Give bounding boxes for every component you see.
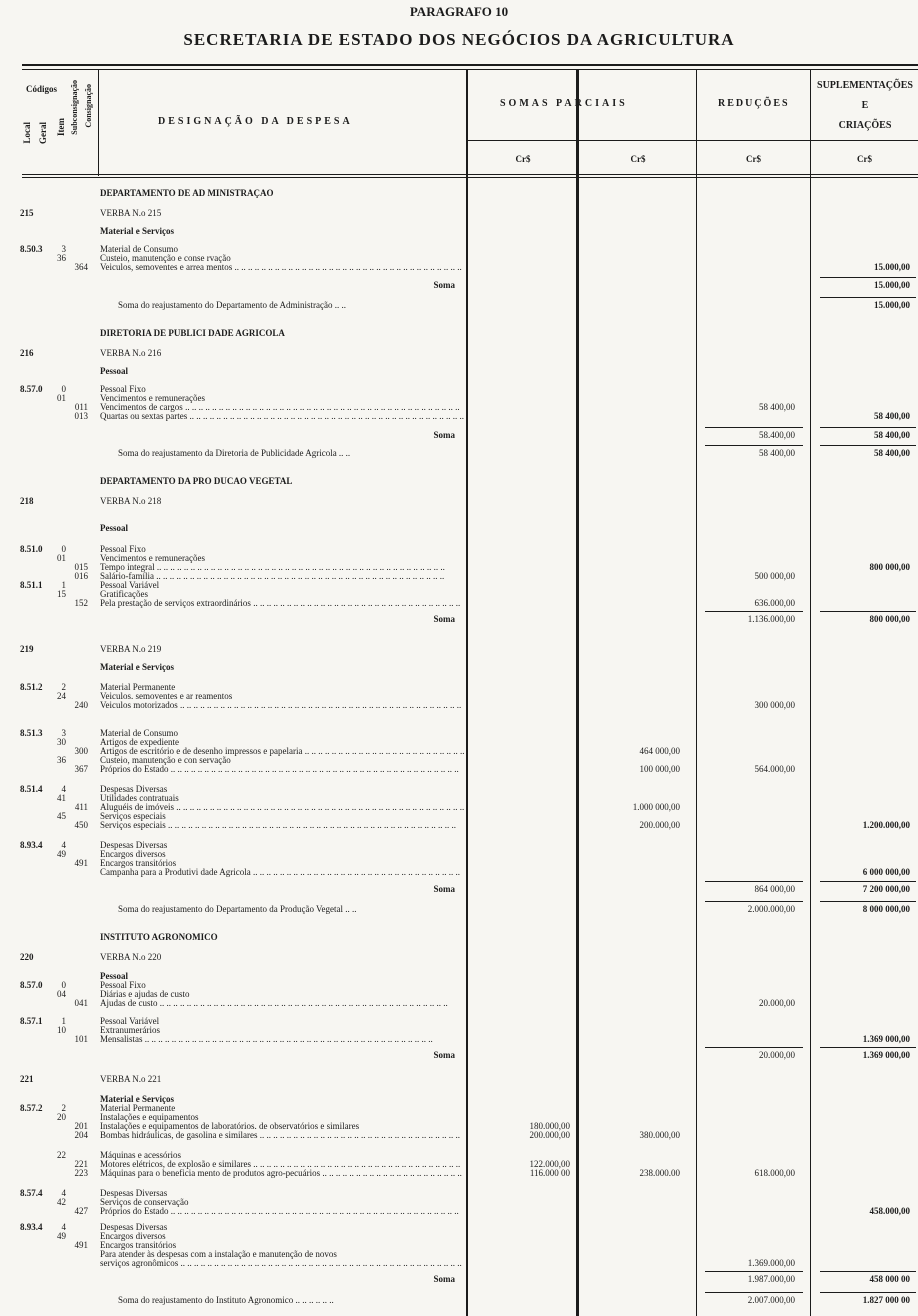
sum-rule (705, 901, 803, 902)
expense-description: Material e Serviços (100, 662, 174, 672)
partials-divider (576, 70, 579, 1316)
sum-rule (820, 901, 916, 902)
consignacao-label: Consignação (84, 84, 93, 128)
currency-reductions: Cr$ (746, 154, 761, 164)
reductions-divider (810, 70, 811, 1316)
criacoes-header: CRIAÇÕES (838, 120, 892, 131)
subconsignacao-code: 013 (74, 411, 88, 421)
subconsignacao-code: 300 (74, 746, 88, 756)
expense-description: Despesas Diversas (100, 784, 168, 794)
consignacao-code: 24 (57, 691, 66, 701)
expense-description: Máquinas para o beneficia mento de produtos agro-pecuários .. .. (100, 1168, 465, 1178)
local-code: 8.50.3 (20, 244, 43, 254)
expense-description: VERBA N.o 216 (100, 348, 162, 358)
subconsignacao-code: 223 (74, 1168, 88, 1178)
expense-description: Encargos diversos (100, 1231, 166, 1241)
supplement-amount: 1.369 000,00 (862, 1034, 910, 1044)
reduction-amount: 20.000,00 (759, 1050, 795, 1060)
expense-description: Encargos diversos (100, 849, 166, 859)
expense-description: Aluguéis de imóveis .. .. (100, 802, 465, 812)
local-code: 8.51.2 (20, 682, 43, 692)
consignacao-code: 36 (57, 253, 66, 263)
expense-description: Material e Serviços (100, 226, 174, 236)
local-code: 8.51.1 (20, 580, 43, 590)
reduction-amount: 636.000,00 (754, 598, 795, 608)
expense-description: Vencimentos de cargos .. .. (100, 402, 465, 412)
consignacao-code: 30 (57, 737, 66, 747)
reduction-amount: 20.000,00 (759, 998, 795, 1008)
consignacao-code: 04 (57, 989, 66, 999)
consignacao-code: 0 (61, 384, 66, 394)
expense-description: DEPARTAMENTO DA PRO DUCAO VEGETAL (100, 476, 293, 486)
partial-amount-1: 200.000,00 (529, 1130, 570, 1140)
sum-rule (705, 1292, 803, 1293)
supplement-amount: 15.000,00 (874, 262, 910, 272)
desc-divider (466, 70, 468, 1316)
supplement-amount: 458.000,00 (869, 1206, 910, 1216)
expense-description: Soma do reajustamento do Instituto Agronomico .. .. .. .. .. .. (118, 1295, 334, 1305)
expense-description: Pessoal Fixo (100, 544, 146, 554)
consignacao-code: 36 (57, 755, 66, 765)
subconsignacao-label: Subconsignação (70, 80, 79, 135)
subconsignacao-code: 201 (74, 1121, 88, 1131)
sum-rule (705, 1047, 803, 1048)
subconsignacao-code: 015 (74, 562, 88, 572)
local-code: 8.93.4 (20, 1222, 43, 1232)
reducoes-header: REDUÇÕES (718, 98, 790, 109)
consignacao-code: 4 (61, 1188, 66, 1198)
supplement-amount: 1.200.000,00 (862, 820, 910, 830)
subconsignacao-code: 411 (74, 802, 88, 812)
reduction-amount: 1.369.000,00 (747, 1258, 795, 1268)
expense-description: DEPARTAMENTO DE AD MINISTRAÇAO (100, 188, 274, 198)
currency-partial-1: Cr$ (515, 154, 531, 164)
expense-description: Extranumerários (100, 1025, 160, 1035)
expense-description: Pela prestação de serviços extraordinários .. .. (100, 598, 465, 608)
subconsignacao-code: 152 (74, 598, 88, 608)
expense-description: Soma do reajustamento da Diretoria de Publicidade Agricola .. .. (118, 448, 351, 458)
consignacao-code: 10 (57, 1025, 66, 1035)
subconsignacao-code: 367 (74, 764, 88, 774)
subconsignacao-code: 450 (74, 820, 88, 830)
soma-label: Soma (433, 884, 455, 894)
reduction-amount: 2.007.000,00 (747, 1295, 795, 1305)
supplement-amount: 58 400,00 (874, 430, 910, 440)
subconsignacao-code: 101 (74, 1034, 88, 1044)
sum-rule (820, 445, 916, 446)
local-code: 8.57.0 (20, 384, 43, 394)
local-code: 8.51.0 (20, 544, 43, 554)
sum-rule (820, 1292, 916, 1293)
reduction-amount: 2.000.000,00 (747, 904, 795, 914)
expense-description: Encargos transitórios (100, 1240, 177, 1250)
local-code: 8.57.0 (20, 980, 43, 990)
expense-description: VERBA N.o 220 (100, 952, 162, 962)
sum-rule (820, 427, 916, 428)
local-code: 220 (20, 952, 34, 962)
geral-label: Geral (38, 122, 48, 144)
expense-description: VERBA N.o 219 (100, 644, 162, 654)
consignacao-code: 01 (57, 553, 66, 563)
expense-description: Pessoal (100, 366, 128, 376)
expense-description: Pessoal Variável (100, 1016, 160, 1026)
sum-rule (705, 881, 803, 882)
reduction-amount: 500 000,00 (754, 571, 795, 581)
expense-description: Mensalistas .. .. (100, 1034, 465, 1044)
soma-label: Soma (433, 1050, 455, 1060)
local-code: 221 (20, 1074, 34, 1084)
soma-label: Soma (433, 280, 455, 290)
expense-description: Custeio, manutenção e conse rvação (100, 253, 231, 263)
consignacao-code: 4 (61, 840, 66, 850)
partial-amount-2: 1.000 000,00 (632, 802, 680, 812)
expense-description: Artigos de escritório e de desenho impressos e papelaria .. .. (100, 746, 465, 756)
expense-description: Salário-família .. .. (100, 571, 465, 581)
subconsignacao-code: 427 (74, 1206, 88, 1216)
reduction-amount: 58 400,00 (759, 448, 795, 458)
expense-description: DIRETORIA DE PUBLICI DADE AGRICOLA (100, 328, 285, 338)
currency-supplements: Cr$ (857, 154, 872, 164)
expense-description: Serviços especiais (100, 811, 166, 821)
top-rule-thin (22, 69, 918, 70)
sum-rule (820, 1271, 916, 1272)
supplement-amount: 7 200 000,00 (862, 884, 910, 894)
expense-description: Despesas Diversas (100, 1188, 168, 1198)
local-code: 8.51.4 (20, 784, 43, 794)
expense-description: Despesas Diversas (100, 1222, 168, 1232)
expense-description: VERBA N.o 218 (100, 496, 162, 506)
expense-description: Gratificações (100, 589, 148, 599)
expense-description: Pessoal Variável (100, 580, 160, 590)
soma-label: Soma (433, 430, 455, 440)
partial-amount-2: 100 000,00 (639, 764, 680, 774)
expense-description: Utilidades contratuais (100, 793, 179, 803)
consignacao-code: 2 (61, 1103, 66, 1113)
reduction-amount: 618.000,00 (754, 1168, 795, 1178)
supplement-amount: 15.000,00 (874, 280, 910, 290)
consignacao-code: 22 (57, 1150, 66, 1160)
expense-description: Soma do reajustamento do Departamento de Administração .. .. (118, 300, 346, 310)
soma-label: Soma (433, 1274, 455, 1284)
designacao-header: DESIGNAÇÃO DA DESPESA (158, 116, 353, 127)
reduction-amount: 1.987.000,00 (747, 1274, 795, 1284)
expense-description: Veiculos, semoventes e arrea mentos .. .. (100, 262, 465, 272)
expense-description: Despesas Diversas (100, 840, 168, 850)
sum-rule (705, 1271, 803, 1272)
consignacao-code: 0 (61, 544, 66, 554)
subconsignacao-code: 491 (74, 858, 88, 868)
expense-description: Material de Consumo (100, 728, 178, 738)
local-label: Local (22, 122, 32, 144)
subconsignacao-code: 491 (74, 1240, 88, 1250)
consignacao-code: 4 (61, 1222, 66, 1232)
expense-description: Próprios do Estado .. .. (100, 764, 465, 774)
local-code: 218 (20, 496, 34, 506)
expense-description: Quartas ou sextas partes .. .. (100, 411, 465, 421)
consignacao-code: 2 (61, 682, 66, 692)
reduction-amount: 300 000,00 (754, 700, 795, 710)
sum-rule (705, 445, 803, 446)
expense-description: Pessoal (100, 523, 128, 533)
codigos-label: Códigos (26, 84, 58, 94)
consignacao-code: 0 (61, 980, 66, 990)
supplement-amount: 800 000,00 (869, 614, 910, 624)
subconsignacao-code: 016 (74, 571, 88, 581)
expense-description: Encargos transitórios (100, 858, 177, 868)
consignacao-code: 3 (61, 728, 66, 738)
paragraph-heading: PARAGRAFO 10 (409, 4, 509, 19)
expense-description: serviços agronômicos .. .. (100, 1258, 465, 1268)
page-title: SECRETARIA DE ESTADO DOS NEGÓCIOS DA AGRICULTURA (183, 30, 735, 49)
local-code: 8.57.2 (20, 1103, 43, 1113)
header-bottom-rule-2 (22, 177, 918, 178)
subconsignacao-code: 364 (74, 262, 88, 272)
sum-rule (820, 1047, 916, 1048)
local-code: 215 (20, 208, 34, 218)
supplement-amount: 8 000 000,00 (862, 904, 910, 914)
header-bottom-rule (22, 174, 918, 175)
supplement-amount: 6 000 000,00 (862, 867, 910, 877)
expense-description: VERBA N.o 215 (100, 208, 162, 218)
expense-description: Material Permanente (100, 682, 176, 692)
consignacao-code: 3 (61, 244, 66, 254)
expense-description: Instalações e equipamentos (100, 1112, 199, 1122)
partial-amount-1: 180.000,00 (529, 1121, 570, 1131)
sum-rule (820, 611, 916, 612)
subconsignacao-code: 221 (74, 1159, 88, 1169)
partial-amount-2: 200.000,00 (639, 820, 680, 830)
sum-rule (705, 611, 803, 612)
expense-description: Veiculos motorizados .. .. (100, 700, 465, 710)
expense-description: Instalações e equipamentos de laboratórios. de observatórios e similares (100, 1121, 360, 1131)
currency-partial-2: Cr$ (630, 154, 646, 164)
subconsignacao-code: 240 (74, 700, 88, 710)
expense-description: Vencimentos e remunerações (100, 553, 205, 563)
top-rule (22, 64, 918, 66)
suplementacoes-e: E (861, 100, 869, 111)
soma-label: Soma (433, 614, 455, 624)
expense-description: Próprios do Estado .. .. (100, 1206, 465, 1216)
consignacao-code: 1 (61, 580, 66, 590)
sum-rule (820, 277, 916, 278)
consignacao-code: 41 (57, 793, 66, 803)
consignacao-code: 01 (57, 393, 66, 403)
partials-end-divider (696, 70, 697, 1316)
consignacao-code: 1 (61, 1016, 66, 1026)
local-code: 8.51.3 (20, 728, 43, 738)
local-code: 8.57.4 (20, 1188, 43, 1198)
expense-description: Campanha para a Produtivi dade Agricola .. .. (100, 867, 465, 877)
local-code: 216 (20, 348, 34, 358)
reduction-amount: 564.000,00 (754, 764, 795, 774)
subconsignacao-code: 041 (74, 998, 88, 1008)
expense-description: Vencimentos e remunerações (100, 393, 205, 403)
item-label: Item (56, 118, 66, 136)
consignacao-code: 49 (57, 1231, 66, 1241)
expense-description: INSTITUTO AGRONOMICO (100, 932, 218, 942)
expense-description: Serviços especiais .. .. (100, 820, 465, 830)
expense-description: Ajudas de custo .. .. (100, 998, 465, 1008)
expense-description: Artigos de expediente (100, 737, 179, 747)
reduction-amount: 58 400,00 (759, 402, 795, 412)
expense-description: Veiculos. semoventes e ar reamentos (100, 691, 233, 701)
subconsignacao-code: 011 (74, 402, 88, 412)
somas-parciais-header: SOMAS PARCIAIS (500, 98, 628, 109)
partial-amount-2: 380.000,00 (639, 1130, 680, 1140)
expense-description: Máquinas e acessórios (100, 1150, 181, 1160)
partial-amount-2: 464 000,00 (639, 746, 680, 756)
consignacao-code: 49 (57, 849, 66, 859)
supplement-amount: 458 000 00 (869, 1274, 910, 1284)
sum-rule (820, 881, 916, 882)
reduction-amount: 1.136.000,00 (747, 614, 795, 624)
expense-description: Tempo integral .. .. (100, 562, 465, 572)
expense-description: Material de Consumo (100, 244, 178, 254)
code-divider (98, 70, 99, 176)
local-code: 219 (20, 644, 34, 654)
expense-description: Para atender às despesas com a instalação e manutenção de novos (100, 1249, 337, 1259)
consignacao-code: 45 (57, 811, 66, 821)
expense-description: VERBA N.o 221 (100, 1074, 162, 1084)
supplement-amount: 1.369 000,00 (862, 1050, 910, 1060)
partial-amount-2: 238.000.00 (639, 1168, 680, 1178)
expense-description: Pessoal (100, 971, 128, 981)
consignacao-code: 20 (57, 1112, 66, 1122)
sum-rule (705, 427, 803, 428)
partial-amount-1: 116.000 00 (529, 1168, 570, 1178)
local-code: 8.57.1 (20, 1016, 43, 1026)
local-code: 8.93.4 (20, 840, 43, 850)
suplementacoes-header: SUPLEMENTAÇÕES (817, 80, 913, 91)
expense-description: Custeio, manutenção e con servação (100, 755, 231, 765)
expense-description: Pessoal Fixo (100, 384, 146, 394)
supplement-amount: 800 000,00 (869, 562, 910, 572)
sum-rule (820, 297, 916, 298)
consignacao-code: 15 (57, 589, 66, 599)
expense-description: Serviços de conservação (100, 1197, 189, 1207)
partial-amount-1: 122.000,00 (529, 1159, 570, 1169)
expense-description: Soma do reajustamento do Departamento da Produção Vegetal .. .. (118, 904, 357, 914)
consignacao-code: 4 (61, 784, 66, 794)
reduction-amount: 58.400,00 (759, 430, 795, 440)
supplement-amount: 58 400,00 (874, 448, 910, 458)
supplement-amount: 15.000,00 (874, 300, 910, 310)
reduction-amount: 864 000,00 (754, 884, 795, 894)
expense-description: Pessoal Fixo (100, 980, 146, 990)
expense-description: Diárias e ajudas de custo (100, 989, 190, 999)
consignacao-code: 42 (57, 1197, 66, 1207)
supplement-amount: 1.827 000 00 (862, 1295, 910, 1305)
currency-rule (468, 140, 918, 141)
supplement-amount: 58 400,00 (874, 411, 910, 421)
expense-description: Bombas hidráulicas, de gasolina e similares .. .. (100, 1130, 465, 1140)
expense-description: Material Permanente (100, 1103, 176, 1113)
expense-description: Material e Serviços (100, 1094, 174, 1104)
subconsignacao-code: 204 (74, 1130, 88, 1140)
expense-description: Motores elétricos, de explosão e similares .. .. (100, 1159, 465, 1169)
